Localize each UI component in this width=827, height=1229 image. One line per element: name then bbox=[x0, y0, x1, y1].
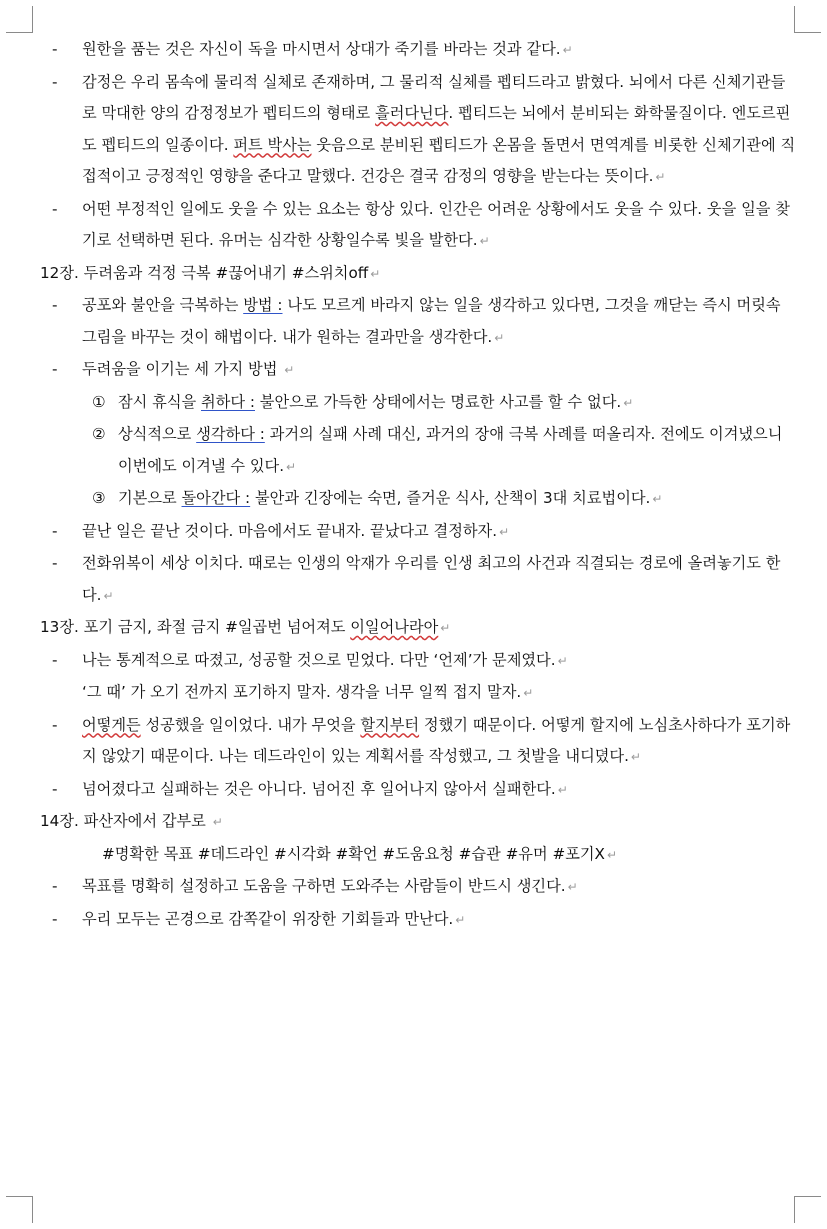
paragraph-text: 상식적으로 bbox=[118, 425, 197, 443]
chapter-heading bbox=[40, 258, 800, 291]
paragraph-mark: ↵ bbox=[623, 395, 634, 410]
paragraph-mark: ↵ bbox=[655, 170, 666, 184]
paragraph-mark: ↵ bbox=[557, 653, 568, 668]
paragraph-text: ‘그 때’ 가 오기 전까지 포기하지 말자. 생각을 너무 일찍 접지 말자. bbox=[82, 683, 522, 701]
paragraph-text: 불안으로 가득한 상태에서는 명료한 사고를 할 수 없다. bbox=[254, 392, 622, 411]
paragraph-mark: ↵ bbox=[523, 686, 534, 700]
paragraph-text: 과거의 실패 사례 대신, 과거의 장애 극복 사례를 떠올리자. 전에도 이겨냈으니 이번에도 이겨낼 수 있다. bbox=[118, 425, 783, 475]
paragraph-text: 감정은 우리 몸속에 물리적 실체로 존재하며, 그 물리적 실체를 펩티드라고 밝혔다. 뇌에서 다른 신체기관들로 막대한 양의 감정정보가 펩티드의 형태로 bbox=[82, 72, 786, 122]
paragraph-mark: ↵ bbox=[499, 524, 510, 539]
chapter-heading bbox=[40, 612, 800, 645]
bullet-dash: - bbox=[52, 199, 58, 218]
paragraph-mark: ↵ bbox=[212, 815, 223, 829]
list-item bbox=[40, 354, 800, 387]
spellcheck-word[interactable]: 어떻게든 bbox=[82, 715, 141, 734]
bullet-dash: - bbox=[52, 877, 58, 895]
paragraph-mark: ↵ bbox=[440, 621, 451, 635]
list-item bbox=[40, 871, 800, 904]
bullet-dash: - bbox=[52, 40, 58, 58]
paragraph-text: 잠시 휴식을 bbox=[118, 392, 202, 411]
spellcheck-word[interactable]: 흘러다닌다 bbox=[375, 104, 449, 122]
paragraph-text: 우리 모두는 곤경으로 감쪽같이 위장한 기회들과 만난다. bbox=[82, 909, 454, 928]
page-corner-top-left bbox=[6, 6, 33, 33]
grammar-flag[interactable]: 취하다 : bbox=[201, 392, 255, 411]
paragraph-text: 공포와 불안을 극복하는 bbox=[82, 296, 244, 314]
paragraph-mark: ↵ bbox=[370, 266, 381, 281]
list-item bbox=[40, 774, 800, 807]
paragraph-mark: ↵ bbox=[557, 782, 568, 797]
list-item bbox=[40, 904, 800, 937]
paragraph-text: 성공했을 일이었다. 내가 무엇을 bbox=[140, 715, 361, 734]
list-item bbox=[40, 34, 800, 67]
list-item bbox=[40, 290, 800, 354]
spellcheck-word[interactable]: 할지부터 bbox=[360, 715, 420, 734]
paragraph-mark: ↵ bbox=[606, 847, 617, 862]
paragraph-mark: ↵ bbox=[652, 492, 663, 506]
spellcheck-word[interactable]: 이일어나라아 bbox=[350, 618, 439, 636]
list-item bbox=[40, 645, 800, 678]
bullet-dash: - bbox=[52, 650, 58, 669]
list-item bbox=[40, 710, 800, 774]
paragraph-text: #명확한 목표 #데드라인 #시각화 #확언 #도움요청 #습관 #유머 #포기X bbox=[102, 844, 605, 863]
numbered-item bbox=[40, 483, 800, 516]
list-item bbox=[40, 67, 800, 194]
spellcheck-word[interactable]: 퍼트 박사는 bbox=[233, 135, 312, 154]
paragraph-text: 끝난 일은 끝난 것이다. 마음에서도 끝내자. 끝났다고 결정하자. bbox=[82, 521, 498, 540]
paragraph-mark: ↵ bbox=[284, 363, 295, 377]
list-item bbox=[40, 548, 800, 612]
page-corner-top-right bbox=[794, 6, 821, 33]
bullet-dash: - bbox=[52, 909, 58, 928]
page-corner-bottom-left bbox=[6, 1196, 33, 1223]
paragraph-text: 정했기 때문이다. 어떻게 할지에 노심초사하다가 포기하지 않았기 때문이다. 나는 데드라인이 있는 계획서를 작성했고, 그 첫발을 내디뎠다. bbox=[82, 715, 791, 765]
paragraph-mark: ↵ bbox=[103, 588, 114, 603]
paragraph-text: 나는 통계적으로 따졌고, 성공할 것으로 믿었다. 다만 ‘언제’가 문제였다. bbox=[82, 650, 556, 669]
bullet-dash: - bbox=[52, 779, 58, 798]
page-corner-bottom-right bbox=[794, 1196, 821, 1223]
paragraph-mark: ↵ bbox=[494, 330, 505, 345]
bullet-dash: - bbox=[52, 715, 58, 734]
circled-number: ② bbox=[92, 425, 106, 443]
heading-text: 12장. 두려움과 걱정 극복 #끊어내기 #스위치off bbox=[40, 263, 369, 282]
paragraph-mark: ↵ bbox=[562, 43, 573, 57]
paragraph-text: 불안과 긴장에는 숙면, 즐거운 식사, 산책이 3대 치료법이다. bbox=[250, 489, 651, 507]
paragraph-text: 어떤 부정적인 일에도 웃을 수 있는 요소는 항상 있다. 인간은 어려운 상황에서도 웃을 수 있다. 웃을 일을 찾기로 선택하면 된다. 유머는 심각한 상황일수록 빛을 발한다. bbox=[82, 199, 790, 249]
paragraph-text: 나도 모르게 바라지 않는 일을 생각하고 있다면, 그것을 깨닫는 즉시 머릿속 그림을 바꾸는 것이 해법이다. 내가 원하는 결과만을 생각한다. bbox=[82, 296, 781, 346]
document-body[interactable] bbox=[40, 34, 800, 936]
grammar-flag[interactable]: 돌아간다 : bbox=[181, 489, 251, 507]
list-item bbox=[40, 516, 800, 549]
paragraph-mark: ↵ bbox=[479, 234, 490, 248]
paragraph-mark: ↵ bbox=[286, 459, 297, 474]
paragraph-text: 두려움을 이기는 세 가지 방법 bbox=[82, 360, 283, 378]
paragraph-text: 원한을 품는 것은 자신이 독을 마시면서 상대가 죽기를 바라는 것과 같다. bbox=[82, 40, 561, 58]
bullet-dash: - bbox=[52, 554, 58, 572]
hashtag-line bbox=[40, 839, 800, 872]
bullet-dash: - bbox=[52, 521, 58, 540]
circled-number: ③ bbox=[92, 489, 106, 507]
circled-number: ① bbox=[92, 392, 106, 411]
grammar-flag[interactable]: 방법 : bbox=[243, 296, 283, 314]
grammar-flag[interactable]: 생각하다 : bbox=[196, 425, 265, 443]
list-item bbox=[40, 194, 800, 258]
paragraph-text: 넘어졌다고 실패하는 것은 아니다. 넘어진 후 일어나지 않아서 실패한다. bbox=[82, 779, 556, 798]
numbered-item bbox=[40, 387, 800, 420]
paragraph-text: 기본으로 bbox=[118, 489, 182, 507]
chapter-heading bbox=[40, 806, 800, 839]
continuation-line bbox=[40, 677, 800, 710]
bullet-dash: - bbox=[52, 360, 58, 378]
numbered-item bbox=[40, 419, 800, 483]
paragraph-text: 목표를 명확히 설정하고 도움을 구하면 도와주는 사람들이 반드시 생긴다. bbox=[82, 877, 566, 895]
heading-text: 13장. 포기 금지, 좌절 금지 #일곱번 넘어져도 bbox=[40, 618, 351, 636]
heading-text: 14장. 파산자에서 갑부로 bbox=[40, 812, 211, 830]
paragraph-text: . 펩티드는 뇌에서 분비되는 화학물질이다. 엔도르핀도 펩티드의 일종이다. bbox=[82, 104, 791, 154]
paragraph-mark: ↵ bbox=[567, 880, 578, 894]
paragraph-text: 전화위복이 세상 이치다. 때로는 인생의 악재가 우리를 인생 최고의 사건과 직결되는 경로에 올려놓기도 한다. bbox=[82, 554, 781, 604]
bullet-dash: - bbox=[52, 296, 58, 314]
paragraph-mark: ↵ bbox=[455, 912, 466, 927]
paragraph-text: 웃음으로 분비된 펩티드가 온몸을 돌면서 면역계를 비롯한 신체기관에 직접적이고 긍정적인 영향을 준다고 말했다. 건강은 결국 감정의 영향을 받는다는 뜻이다. bbox=[82, 135, 796, 185]
bullet-dash: - bbox=[52, 72, 58, 91]
paragraph-mark: ↵ bbox=[630, 750, 641, 764]
